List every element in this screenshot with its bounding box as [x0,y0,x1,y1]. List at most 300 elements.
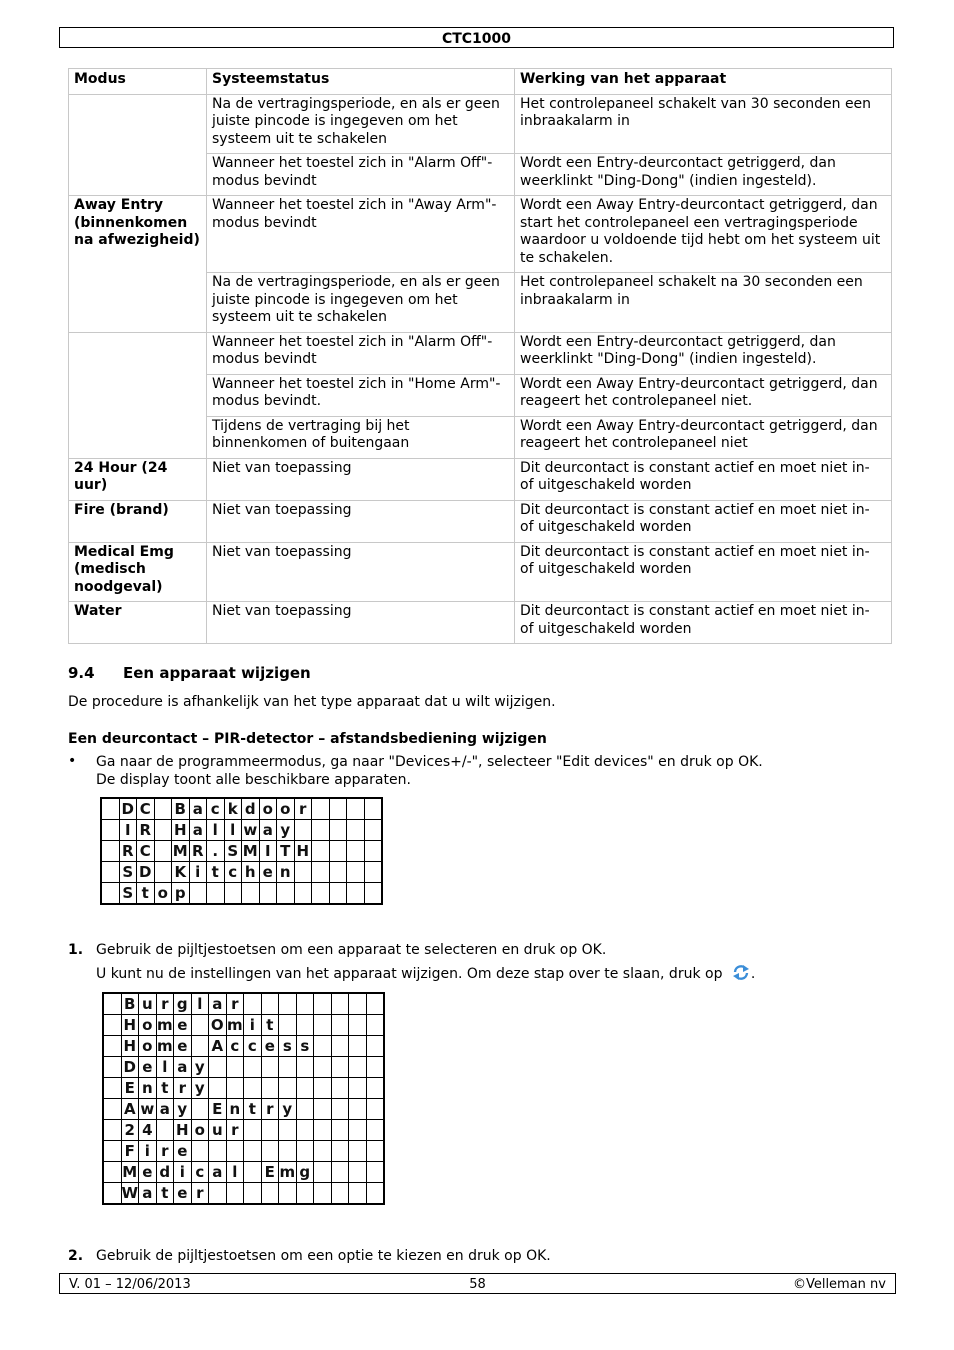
lcd-cell [331,993,349,1015]
lcd-cell: M [242,842,258,860]
lcd-cell [154,798,172,820]
lcd-cell: H [172,820,190,841]
lcd-cell: o [154,883,172,905]
lcd-cell [366,1141,384,1162]
lcd-cell [314,1036,332,1057]
status-cell: Na de vertragingsperiode, en als er geen juiste pincode is ingegeven om het systeem uit te schakelen [207,94,515,154]
lcd-cell [191,1099,209,1120]
lcd-cell: k [224,798,242,820]
lcd-cell [191,1141,209,1162]
intro-paragraph: De procedure is afhankelijk van het type apparaat dat u wilt wijzigen. [68,694,556,710]
lcd-cell: T [277,841,295,862]
lcd-cell: M [122,1163,138,1181]
lcd-cell: H [174,1120,192,1141]
lcd-cell [296,1099,314,1120]
lcd-cell [349,1015,367,1036]
step-1-line-2-end: . [750,966,756,982]
status-cell: Wanneer het toestel zich in "Away Arm"-modus bevindt [207,196,515,273]
lcd-cell: r [226,1120,244,1141]
lcd-cell [296,1120,314,1141]
lcd-cell: y [174,1099,192,1120]
lcd-cell: m [156,1016,173,1034]
modes-table [68,68,892,644]
lcd-cell: a [209,1162,227,1183]
section-title: Een apparaat wijzigen [123,664,311,682]
lcd-cell [314,1078,332,1099]
page-footer [59,1273,896,1294]
lcd-cell [314,1015,332,1036]
lcd-cell: l [207,820,225,841]
lcd-cell: e [174,1036,192,1057]
action-cell: Wordt een Entry-deurcontact getriggerd, dan weerklinkt "Ding-Dong" (indien ingesteld). [515,332,892,374]
footer-copyright: ©Velleman nv [792,1277,886,1292]
lcd-row [101,798,382,820]
lcd-cell: l [156,1057,174,1078]
lcd-cell: w [243,821,258,839]
mode-cell [69,332,207,458]
lcd-row [103,1183,384,1205]
lcd-cell: m [226,1016,243,1034]
bullet-dot: • [68,753,77,769]
lcd-cell [331,1183,349,1205]
lcd-cell: g [296,1162,314,1183]
action-cell: Dit deurcontact is constant actief en moet niet in- of uitgeschakeld worden [515,500,892,542]
lcd-cell [296,993,314,1015]
refresh-icon [731,964,751,985]
step-2-number: 2. [68,1248,84,1264]
lcd-cell: C [137,798,155,820]
lcd-cell [261,1057,279,1078]
lcd-cell: r [226,993,244,1015]
lcd-cell: a [259,820,277,841]
lcd-cell: I [119,820,137,841]
lcd-cell [349,1141,367,1162]
lcd-row [103,1120,384,1141]
lcd-cell [209,1078,227,1099]
lcd-cell [101,883,119,905]
header-werking: Werking van het apparaat [515,69,892,95]
action-cell: Dit deurcontact is constant actief en moet niet in- of uitgeschakeld worden [515,542,892,602]
lcd-cell: O [209,1015,227,1036]
lcd-cell [279,1078,297,1099]
status-cell: Wanneer het toestel zich in "Alarm Off"-modus bevindt [207,332,515,374]
lcd-cell: E [121,1078,139,1099]
lcd-cell [314,993,332,1015]
lcd-cell: C [137,841,155,862]
lcd-cell [103,1141,121,1162]
lcd-cell: t [156,1078,174,1099]
lcd-cell [314,1120,332,1141]
lcd-display-device-options [102,992,385,1205]
lcd-cell [364,841,382,862]
lcd-cell [103,993,121,1015]
lcd-cell: t [137,883,155,905]
lcd-cell: n [226,1099,244,1120]
lcd-cell [226,1078,244,1099]
lcd-cell [364,883,382,905]
lcd-cell: h [242,862,260,883]
lcd-row [103,1162,384,1183]
lcd-cell [349,1099,367,1120]
lcd-cell: g [174,993,192,1015]
lcd-cell [103,1183,121,1205]
lcd-cell [331,1078,349,1099]
lcd-cell: a [174,1057,192,1078]
action-cell: Wordt een Entry-deurcontact getriggerd, dan weerklinkt "Ding-Dong" (indien ingesteld). [515,154,892,196]
subheading: Een deurcontact – PIR-detector – afstandsbediening wijzigen [68,731,547,747]
action-cell: Dit deurcontact is constant actief en moet niet in- of uitgeschakeld worden [515,458,892,500]
lcd-cell [226,1057,244,1078]
table-row [69,332,892,374]
lcd-cell: c [226,1036,244,1057]
lcd-cell [209,1141,227,1162]
lcd-cell [101,862,119,883]
lcd-row [103,1015,384,1036]
lcd-cell: A [209,1036,227,1057]
table-row [69,94,892,154]
lcd-cell [312,798,330,820]
lcd-cell: a [209,993,227,1015]
lcd-row [103,1036,384,1057]
lcd-cell: r [294,798,312,820]
action-cell: Het controlepaneel schakelt na 30 seconden een inbraakalarm in [515,273,892,333]
lcd-cell [101,798,119,820]
section-heading [68,664,311,682]
lcd-cell [261,993,279,1015]
lcd-cell [209,1183,227,1205]
lcd-cell [331,1057,349,1078]
lcd-cell: S [224,841,242,862]
lcd-cell: p [172,883,190,905]
lcd-cell [226,1141,244,1162]
lcd-cell: y [191,1057,209,1078]
lcd-cell: e [139,1162,157,1183]
lcd-cell [244,1120,262,1141]
lcd-cell: W [121,1184,139,1202]
step-1-line-2: U kunt nu de instellingen van het apparaat wijzigen. Om deze stap over te slaan, druk op [96,966,723,982]
lcd-cell: t [244,1099,262,1120]
lcd-cell: e [174,1141,192,1162]
lcd-cell [314,1162,332,1183]
lcd-cell: e [174,1183,192,1205]
lcd-cell [279,1015,297,1036]
action-cell: Wordt een Away Entry-deurcontact getriggerd, dan reageert het controlepaneel niet [515,416,892,458]
mode-cell: Away Entry (binnenkomen na afwezigheid) [69,196,207,333]
lcd-row [101,841,382,862]
lcd-cell: H [294,841,312,862]
lcd-cell: e [139,1057,157,1078]
lcd-cell: o [191,1120,209,1141]
lcd-cell [296,1141,314,1162]
lcd-cell [314,1057,332,1078]
lcd-cell [101,820,119,841]
lcd-display-devices [100,797,383,905]
footer-page-number: 58 [469,1277,486,1292]
lcd-cell [294,883,312,905]
lcd-cell: c [224,862,242,883]
lcd-cell [279,993,297,1015]
lcd-cell: c [191,1162,209,1183]
lcd-cell: i [174,1162,192,1183]
lcd-cell [366,1057,384,1078]
lcd-cell: M [172,842,188,860]
lcd-cell [296,1183,314,1205]
lcd-cell [349,1162,367,1183]
lcd-cell [349,1057,367,1078]
status-cell: Niet van toepassing [207,602,515,644]
step-1-line-1: Gebruik de pijltjestoetsen om een apparaat te selecteren en druk op OK. [96,942,607,958]
lcd-cell: S [119,883,137,905]
lcd-cell: a [189,798,207,820]
table-row [69,602,892,644]
lcd-row [103,1057,384,1078]
lcd-cell [209,1057,227,1078]
lcd-cell: u [209,1120,227,1141]
lcd-cell: F [121,1141,139,1162]
lcd-cell: i [244,1015,262,1036]
status-cell: Na de vertragingsperiode, en als er geen juiste pincode is ingegeven om het systeem uit te schakelen [207,273,515,333]
lcd-cell: m [279,1163,296,1181]
status-cell: Niet van toepassing [207,458,515,500]
lcd-cell: t [156,1183,174,1205]
lcd-cell: n [139,1078,157,1099]
lcd-row [103,1099,384,1120]
lcd-cell: t [207,862,225,883]
action-cell: Wordt een Away Entry-deurcontact getriggerd, dan reageert het controlepaneel niet. [515,374,892,416]
lcd-cell [329,883,347,905]
lcd-cell [349,993,367,1015]
lcd-cell [103,1120,121,1141]
lcd-cell: o [259,798,277,820]
lcd-row [101,820,382,841]
lcd-cell: i [139,1141,157,1162]
lcd-cell: l [226,1162,244,1183]
lcd-cell: B [172,798,190,820]
lcd-cell [259,883,277,905]
lcd-cell [296,1057,314,1078]
mode-cell [69,94,207,196]
lcd-cell: w [140,1100,155,1118]
lcd-cell [331,1036,349,1057]
lcd-cell [347,820,365,841]
lcd-row [103,1141,384,1162]
lcd-cell: u [139,993,157,1015]
lcd-cell [314,1099,332,1120]
step-1-number: 1. [68,942,84,958]
lcd-cell [347,883,365,905]
lcd-cell [349,1183,367,1205]
footer-version: V. 01 – 12/06/2013 [69,1277,191,1292]
lcd-row [101,883,382,905]
lcd-cell: r [156,993,174,1015]
table-row [69,196,892,273]
lcd-cell [329,862,347,883]
lcd-cell [349,1078,367,1099]
lcd-cell [207,883,225,905]
header-systeemstatus: Systeemstatus [207,69,515,95]
lcd-cell [314,1141,332,1162]
status-cell: Wanneer het toestel zich in "Alarm Off"-modus bevindt [207,154,515,196]
lcd-cell: I [259,841,277,862]
lcd-cell [103,1099,121,1120]
lcd-cell [103,1036,121,1057]
page-header [59,27,894,48]
lcd-cell [366,1099,384,1120]
lcd-row [101,862,382,883]
lcd-cell [349,1120,367,1141]
lcd-cell [366,1036,384,1057]
mode-cell: Medical Emg (medisch noodgeval) [69,542,207,602]
action-cell: Wordt een Away Entry-deurcontact getriggerd, dan start het controlepaneel een vertragingsperiode waardoor u voldoende tijd hebt om het systeem uit te schakelen. [515,196,892,273]
table-row [69,458,892,500]
status-cell: Niet van toepassing [207,542,515,602]
status-cell: Wanneer het toestel zich in "Home Arm"-modus bevindt. [207,374,515,416]
lcd-cell [244,1141,262,1162]
lcd-cell [294,820,312,841]
lcd-cell: n [277,862,295,883]
lcd-cell: d [156,1162,174,1183]
lcd-cell [366,1078,384,1099]
lcd-cell [244,1183,262,1205]
mode-cell: Fire (brand) [69,500,207,542]
lcd-cell [331,1099,349,1120]
lcd-cell [296,1078,314,1099]
lcd-cell [296,1015,314,1036]
lcd-cell [312,883,330,905]
lcd-cell: o [139,1036,157,1057]
lcd-cell [191,1015,209,1036]
lcd-cell: s [296,1036,314,1057]
lcd-cell [329,841,347,862]
lcd-cell: R [119,841,137,862]
lcd-cell [294,862,312,883]
lcd-cell [244,1162,262,1183]
lcd-cell [279,1141,297,1162]
lcd-cell [331,1120,349,1141]
lcd-cell [224,883,242,905]
table-header-row [69,69,892,95]
lcd-cell: e [174,1015,192,1036]
lcd-cell: r [261,1099,279,1120]
lcd-cell: R [189,841,207,862]
lcd-cell: D [119,798,137,820]
lcd-cell: S [119,862,137,883]
lcd-cell: o [139,1015,157,1036]
lcd-cell [226,1183,244,1205]
lcd-cell: s [279,1036,297,1057]
lcd-cell: R [137,820,155,841]
lcd-cell [312,862,330,883]
lcd-cell [279,1120,297,1141]
lcd-cell [314,1183,332,1205]
lcd-cell [364,798,382,820]
lcd-cell [347,862,365,883]
lcd-cell: H [121,1015,139,1036]
lcd-cell: E [209,1099,227,1120]
table-row [69,542,892,602]
lcd-cell: o [277,798,295,820]
lcd-cell [189,883,207,905]
table-row [69,500,892,542]
lcd-cell [101,841,119,862]
lcd-cell: r [174,1078,192,1099]
lcd-cell: 2 [121,1120,139,1141]
lcd-cell: c [207,798,225,820]
mode-cell: Water [69,602,207,644]
action-cell: Dit deurcontact is constant actief en moet niet in- of uitgeschakeld worden [515,602,892,644]
lcd-cell [154,862,172,883]
lcd-row [103,1078,384,1099]
lcd-cell: E [261,1162,279,1183]
lcd-cell [331,1015,349,1036]
lcd-cell [103,1162,121,1183]
header-title: CTC1000 [441,31,512,47]
lcd-cell [103,1078,121,1099]
lcd-cell: A [121,1099,139,1120]
lcd-cell: i [189,862,207,883]
lcd-cell: y [191,1078,209,1099]
lcd-cell [261,1141,279,1162]
status-cell: Niet van toepassing [207,500,515,542]
lcd-cell: H [121,1036,139,1057]
lcd-cell: K [172,862,190,883]
lcd-cell [261,1078,279,1099]
lcd-cell: e [261,1036,279,1057]
lcd-cell: B [121,993,139,1015]
header-modus: Modus [69,69,207,95]
lcd-cell [366,1183,384,1205]
lcd-cell: r [156,1141,174,1162]
lcd-cell [244,1078,262,1099]
lcd-cell: a [139,1183,157,1205]
lcd-cell [312,820,330,841]
bullet-line-2: De display toont alle beschikbare apparaten. [96,772,411,788]
lcd-cell [154,820,172,841]
lcd-cell [331,1162,349,1183]
status-cell: Tijdens de vertraging bij het binnenkomen of buitengaan [207,416,515,458]
lcd-cell: r [191,1183,209,1205]
lcd-cell [244,993,262,1015]
lcd-row [103,993,384,1015]
lcd-cell [261,1183,279,1205]
lcd-cell: l [224,820,242,841]
lcd-cell [279,1057,297,1078]
bullet-line-1: Ga naar de programmeermodus, ga naar "Devices+/-", selecteer "Edit devices" en druk op OK. [96,754,763,770]
lcd-cell [244,1057,262,1078]
lcd-cell: y [279,1099,297,1120]
mode-cell: 24 Hour (24 uur) [69,458,207,500]
lcd-cell [279,1183,297,1205]
lcd-cell: d [242,798,260,820]
action-cell: Het controlepaneel schakelt van 30 seconden een inbraakalarm in [515,94,892,154]
lcd-cell: e [259,862,277,883]
lcd-cell [366,993,384,1015]
lcd-cell [156,1120,174,1141]
lcd-cell: D [121,1057,139,1078]
lcd-cell [329,798,347,820]
lcd-cell [347,841,365,862]
lcd-cell [366,1162,384,1183]
lcd-cell: a [156,1099,174,1120]
lcd-cell [366,1015,384,1036]
lcd-cell [364,862,382,883]
lcd-cell [312,841,330,862]
lcd-cell [154,841,172,862]
lcd-cell [329,820,347,841]
lcd-cell: t [261,1015,279,1036]
section-number: 9.4 [68,664,95,682]
lcd-cell [277,883,295,905]
